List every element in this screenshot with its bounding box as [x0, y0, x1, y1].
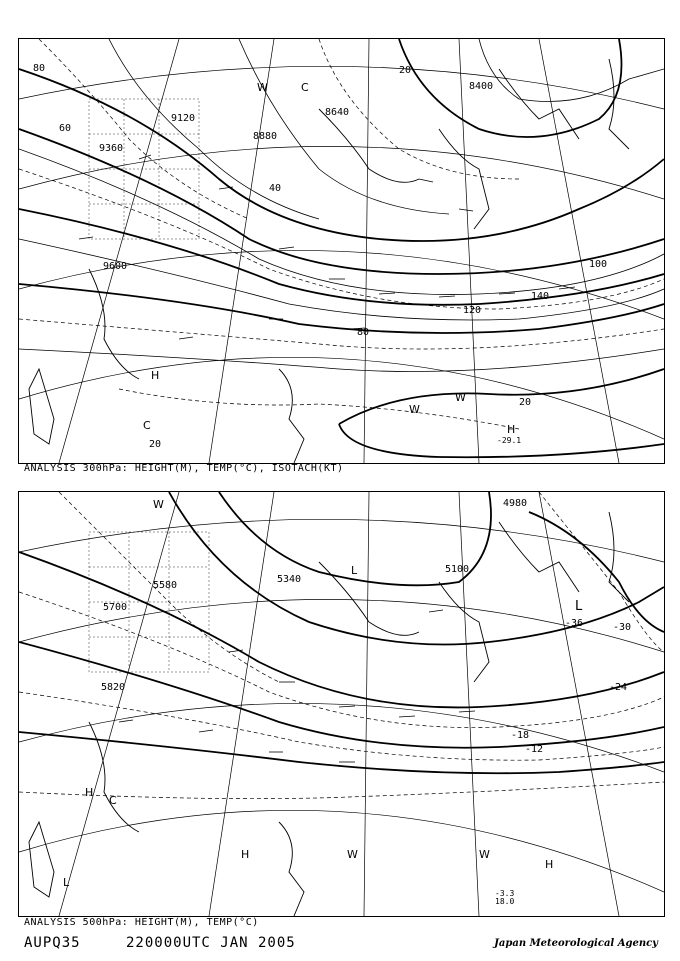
station-value: 18.0 [495, 897, 515, 906]
caption-300hpa: ANALYSIS 300hPa: HEIGHT(M), TEMP(°C), ISOTACH(KT) [24, 463, 344, 474]
map-panel-500hpa [18, 491, 665, 917]
caption-500hpa: ANALYSIS 500hPa: HEIGHT(M), TEMP(°C) [24, 917, 259, 928]
height-label: 8640 [325, 107, 350, 118]
isotach-label: 20 [149, 439, 162, 450]
warm-center: W [257, 81, 268, 94]
warm-center: W [455, 391, 466, 404]
high-center: H [507, 423, 516, 436]
height-label: 5700 [103, 602, 128, 613]
temp-label: -24 [609, 682, 628, 693]
temp-label: -30 [613, 622, 632, 633]
isotach-label: 140 [531, 291, 550, 302]
map-300hpa [19, 39, 664, 463]
chart-code: AUPQ35 [24, 935, 81, 951]
isotach-label: 20 [519, 397, 532, 408]
temp-value: -29.1 [497, 436, 522, 445]
height-label: 5100 [445, 564, 470, 575]
valid-time: 220000UTC JAN 2005 [126, 935, 296, 951]
graticule [19, 39, 664, 463]
temp-label: -36 [565, 618, 584, 629]
isotach-label: 40 [269, 183, 282, 194]
isotach-label: 60 [59, 123, 72, 134]
coastlines [29, 512, 632, 916]
low-center: L [351, 564, 358, 577]
high-center: H [151, 369, 160, 382]
height-label: 9600 [103, 261, 128, 272]
station-value: -3.3 [495, 889, 515, 898]
isotherms [19, 492, 664, 799]
temp-label: -18 [511, 730, 530, 741]
cold-center: C [301, 81, 309, 94]
height-label: 4980 [503, 498, 528, 509]
isotach-label: 80 [357, 327, 370, 338]
height-label: 9120 [171, 113, 196, 124]
isotach-label: 120 [463, 305, 482, 316]
map-500hpa [19, 492, 664, 916]
high-center: H [241, 848, 250, 861]
height-label: 5820 [101, 682, 126, 693]
height-contours [19, 492, 664, 773]
height-label: 5340 [277, 574, 302, 585]
low-center: L [63, 876, 70, 889]
isotach-label: 20 [399, 65, 412, 76]
warm-center: W [479, 848, 490, 861]
isotachs [19, 39, 664, 372]
isotach-label: 100 [589, 259, 608, 270]
graticule [19, 492, 664, 916]
cold-center: C [143, 419, 151, 432]
wind-barbs [79, 155, 575, 339]
warm-center: W [153, 498, 164, 511]
height-label: 9360 [99, 143, 124, 154]
height-label: 8400 [469, 81, 494, 92]
low-center: L [575, 599, 583, 614]
high-center: H [85, 786, 94, 799]
isotach-label: 80 [33, 63, 46, 74]
height-label: 8880 [253, 131, 278, 142]
cold-center: C [109, 794, 117, 807]
warm-center: W [409, 403, 420, 416]
high-center: H [545, 858, 554, 871]
height-contours [19, 39, 664, 457]
map-panel-300hpa [18, 38, 665, 464]
warm-center: W [347, 848, 358, 861]
temp-label: -12 [525, 744, 544, 755]
height-label: 5580 [153, 580, 178, 591]
agency-name: Japan Meteorological Agency [494, 938, 658, 949]
